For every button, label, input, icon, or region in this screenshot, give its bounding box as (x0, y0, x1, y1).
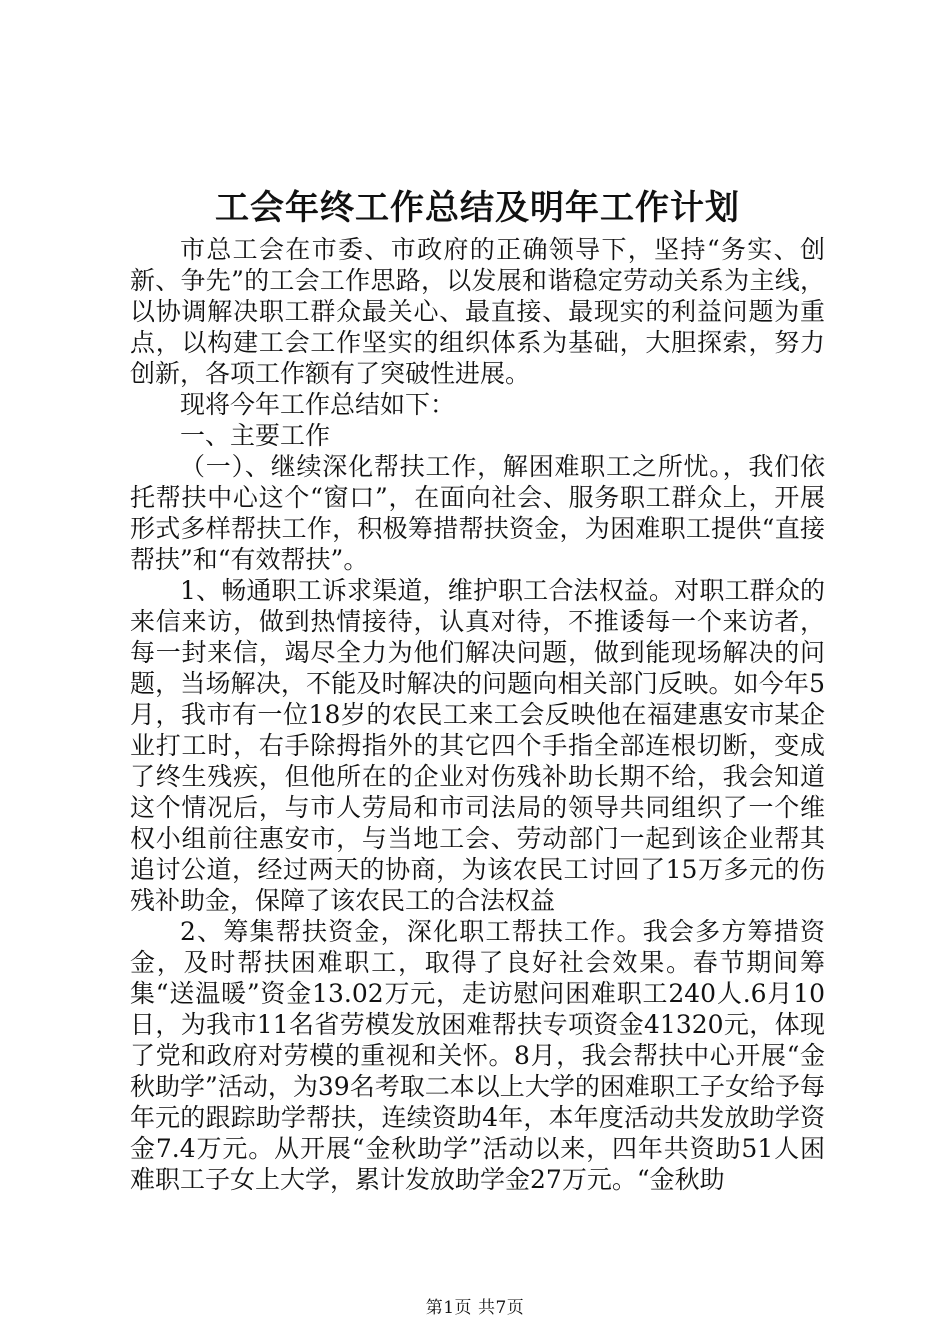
page-footer: 第1页 共7页 (425, 1298, 525, 1318)
paragraph-summary-lead: 现将今年工作总结如下： (180, 390, 456, 419)
section-heading-main-work: 一、主要工作 (180, 421, 331, 450)
paragraph-item-1: 1、畅通职工诉求渠道，维护职工合法权益。对职工群众的来信来访，做到热情接待，认真对待，不推诿每一个来访者，每一封来信，竭尽全力为他们解决问题，做到能现场解决的问题，当场解决，不能及时解决的问题向相关部门反映。如今年5月，我市有一位18岁的农民工来工会反映他在福建惠安市某企业打工时，右手除拇指外的其它四个手指全部连根切断，变成了终生残疾，但他所在的企业对伤残补助长期不给，我会知道这个情况后，与市人劳局和市司法局的领导共同组织了一个维权小组前往惠安市，与当地工会、劳动部门一起到该企业帮其追讨公道，经过两天的协商，为该农民工讨回了15万多元的伤残补助金，保障了该农民工的合法权益 (130, 576, 825, 915)
paragraph-intro: 市总工会在市委、市政府的正确领导下，坚持“务实、创新、争先”的工会工作思路，以发展和谐稳定劳动关系为主线，以协调解决职工群众最关心、最直接、最现实的利益问题为重点，以构建工会工作坚实的组织体系为基础，大胆探索，努力创新，各项工作额有了突破性进展。 (130, 235, 825, 388)
paragraph-subsection-1: （一）、继续深化帮扶工作，解困难职工之所忧。，我们依托帮扶中心这个“窗口”，在面向社会、服务职工群众上，开展形式多样帮扶工作，积极筹措帮扶资金，为困难职工提供“直接帮扶”和“有效帮扶”。 (130, 452, 825, 574)
paragraph-item-2: 2、筹集帮扶资金，深化职工帮扶工作。我会多方筹措资金，及时帮扶困难职工，取得了良好社会效果。春节期间筹集“送温暖”资金13.02万元，走访慰问困难职工240人.6月10日，为我市11名省劳模发放困难帮扶专项资金41320元，体现了党和政府对劳模的重视和关怀。8月，我会帮扶中心开展“金秋助学”活动，为39名考取二本以上大学的困难职工子女给予每年元的跟踪助学帮扶，连续资助4年，本年度活动共发放助学资金7.4万元。从开展“金秋助学”活动以来，四年共资助51人困难职工子女上大学，累计发放助学金27万元。“金秋助 (130, 917, 825, 1194)
document-body (130, 234, 825, 1195)
document-title: 工会年终工作总结及明年工作计划 (215, 188, 740, 228)
